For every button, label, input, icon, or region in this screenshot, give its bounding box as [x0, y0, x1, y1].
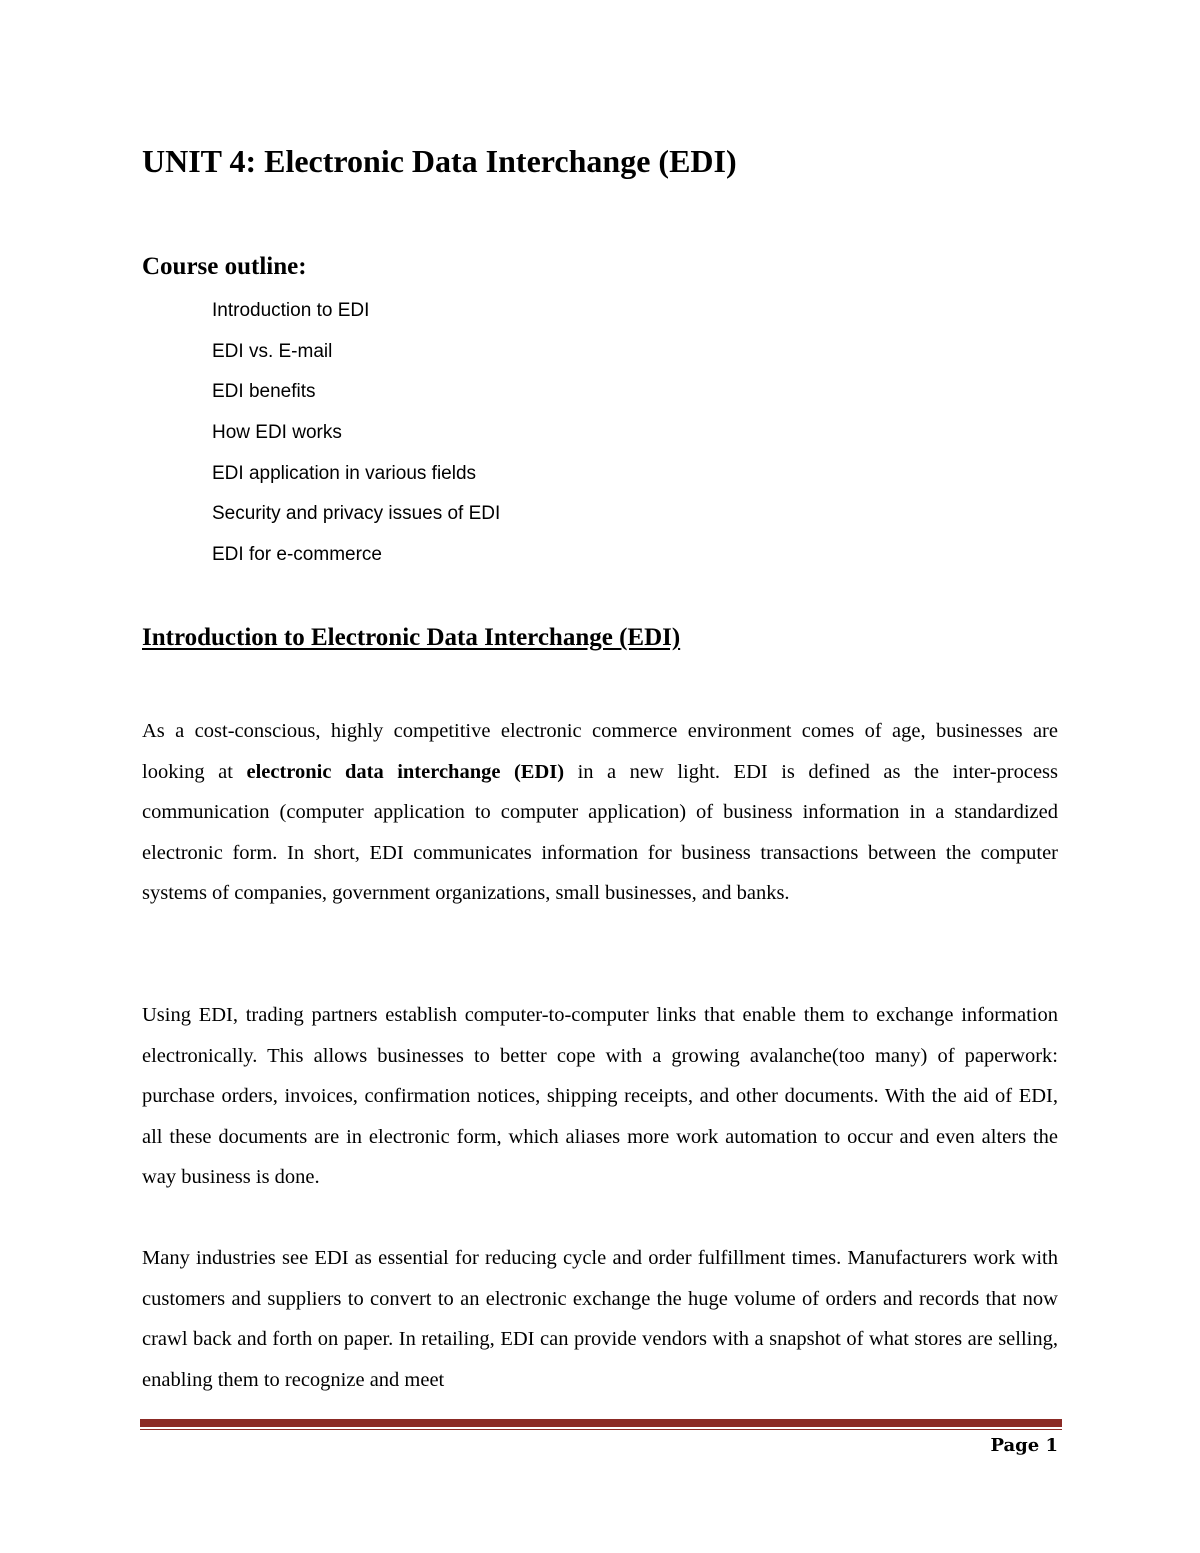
outline-item: Security and privacy issues of EDI [212, 503, 501, 525]
course-outline-list [212, 296, 500, 581]
outline-item: EDI vs. E-mail [212, 340, 333, 362]
paragraph-industries: Many industries see EDI as essential for reducing cycle and order fulfillment times. Manufacturers work with customers and suppliers to convert to an electronic exchange the huge volume of orders and records that now crawl back and forth on paper. In retailing, EDI can provide vendors with a snapshot of what stores are selling, enabling them to recognize and meet [142, 1247, 1058, 1391]
paragraph-trading-partners: Using EDI, trading partners establish computer-to-computer links that enable them to exchange information electronically. This allows businesses to better cope with a growing avalanche(too many) of paperwork: purchase orders, invoices, confirmation notices, shipping receipts, and other documents. With the aid of EDI, all these documents are in electronic form, which aliases more work automation to occur and even alters the way business is done. [142, 1004, 1058, 1189]
paragraph-intro [142, 711, 1058, 914]
edi-term-bold: electronic data interchange (EDI) [246, 760, 565, 783]
course-outline-colon: : [298, 253, 307, 280]
outline-item: Introduction to EDI [212, 300, 370, 321]
footer-rule-thin [140, 1429, 1062, 1430]
section-heading: Introduction to Electronic Data Interchange (EDI) [142, 624, 681, 651]
paragraph-intro-text-start: As a cost-conscious, highly competitive electronic commerce environment comes of age, businesses are looking at [142, 720, 1058, 783]
page-number: Page 1 [990, 1435, 1058, 1456]
course-outline-label: Course outline [142, 253, 299, 280]
paragraph-intro-text-end: in a new light. EDI is defined as the inter-process communication (computer application to computer application) of business information in a standardized electronic form. In short, EDI communicates information for business transactions between the computer systems of companies, government organizations, small businesses, and banks. [142, 760, 1058, 905]
outline-item: EDI application in various fields [212, 462, 477, 484]
outline-item: EDI for e-commerce [212, 544, 382, 566]
course-outline-heading [142, 252, 307, 282]
unit-title: UNIT 4: Electronic Data Interchange (EDI) [142, 143, 737, 179]
outline-item: How EDI works [212, 422, 342, 444]
outline-item: EDI benefits [212, 381, 316, 403]
footer-rule [140, 1419, 1062, 1427]
